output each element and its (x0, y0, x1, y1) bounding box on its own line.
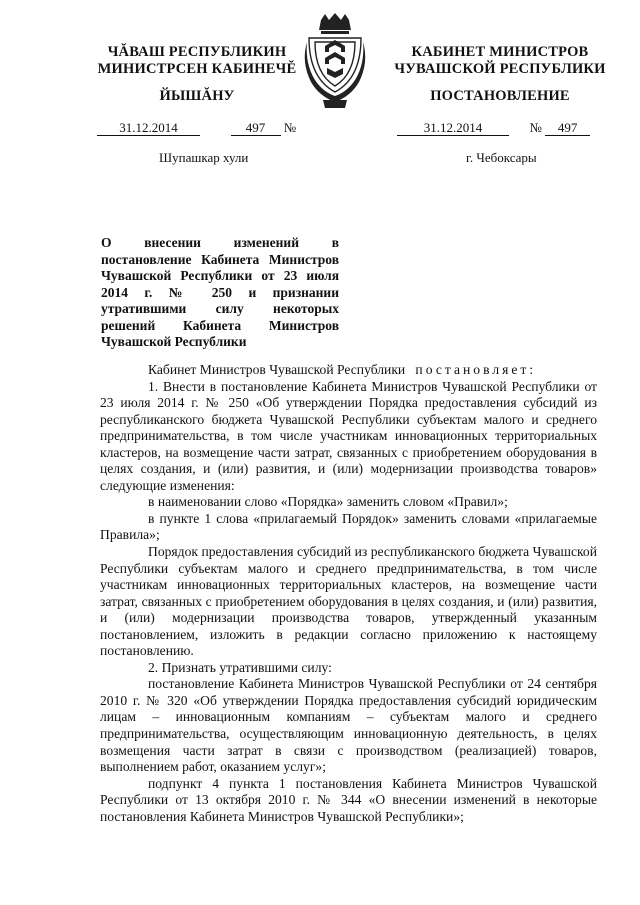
city-right: г. Чебоксары (466, 150, 537, 165)
paragraph: 1. Внести в постановление Кабинета Министров Чувашской Республики от 23 июля 2014 г. № 250 «Об утверждении Порядка предоставления субсидий из республиканского бюджета Чувашской Республики субъектам малого и среднего предпринимательства, в том числе участникам инновационных территориальных кластеров, на возмещение части затрат, связанных с приобретением оборудования в целях создания, и (или) развития, и (или) модернизации производства товаров» следующие изменения: (100, 378, 597, 493)
city-left: Шупашкар хули (159, 150, 249, 165)
number-left: 497 (231, 121, 281, 136)
paragraph: постановление Кабинета Министров Чувашской Республики от 24 сентября 2010 г. № 320 «Об утверждении Порядка предоставления субсидий юридическим лицам – инновационным компаниям – субъектам малого и среднего предпринимательства, осуществляющим инновационную деятельность, в целях возмещения части затрат в связи с производством (реализацией) товаров, выполнением работ, оказанием услуг»; (100, 676, 597, 775)
date-left: 31.12.2014 (97, 121, 200, 136)
intro-paragraph (100, 362, 597, 379)
doc-type-right: ПОСТАНОВЛЕНИЕ (430, 88, 570, 104)
coat-of-arms-icon (301, 12, 369, 112)
document-body (100, 362, 597, 825)
number-sign-left: № (283, 120, 297, 135)
header-left (92, 44, 302, 78)
intro-spaced: постановляет: (415, 362, 537, 377)
doc-type-left: ЙЫШĂНУ (159, 88, 235, 104)
date-right: 31.12.2014 (397, 121, 509, 136)
number-sign-right: № (529, 120, 542, 135)
paragraph: в пункте 1 слова «прилагаемый Порядок» заменить словами «прилагаемые Правила»; (100, 510, 597, 543)
paragraph: в наименовании слово «Порядка» заменить словом «Правил»; (148, 494, 508, 510)
paragraph: подпункт 4 пункта 1 постановления Кабинета Министров Чувашской Республики от 13 октября 2010 г. № 344 «О внесении изменений в некоторые постановления Кабинета Министров Чувашской Республики»; (100, 775, 597, 824)
header-right (380, 44, 620, 78)
number-row-left (97, 120, 296, 136)
header-left-line2: МИНИСТРСЕН КАБИНЕЧĔ (97, 61, 297, 77)
document-title: О внесении изменений в постановление Кабинета Министров Чувашской Республики от 23 июля 2014 г. № 250 и признании утратившими силу некоторых решений Кабинета Министров Чувашской Республики (101, 235, 339, 349)
intro-prefix: Кабинет Министров Чувашской Республики (148, 362, 406, 377)
header-right-line1: КАБИНЕТ МИНИСТРОВ (411, 44, 589, 60)
paragraph: Порядок предоставления субсидий из республиканского бюджета Чувашской Республики субъектам малого и среднего предпринимательства, в том числе участникам инновационных территориальных кластеров, на возмещение части затрат, связанных с приобретением оборудования в целях создания, и (или) развития, и (или) модернизации производства товаров, утвержденный указанным постановлением, изложить в редакции согласно приложению к настоящему постановлению. (100, 544, 597, 659)
number-row-right (397, 120, 590, 136)
header-left-line1: ЧĂВАШ РЕСПУБЛИКИН (107, 44, 287, 60)
header-right-line2: ЧУВАШСКОЙ РЕСПУБЛИКИ (394, 61, 606, 77)
number-right: 497 (545, 121, 590, 136)
paragraph: 2. Признать утратившими силу: (148, 659, 332, 675)
